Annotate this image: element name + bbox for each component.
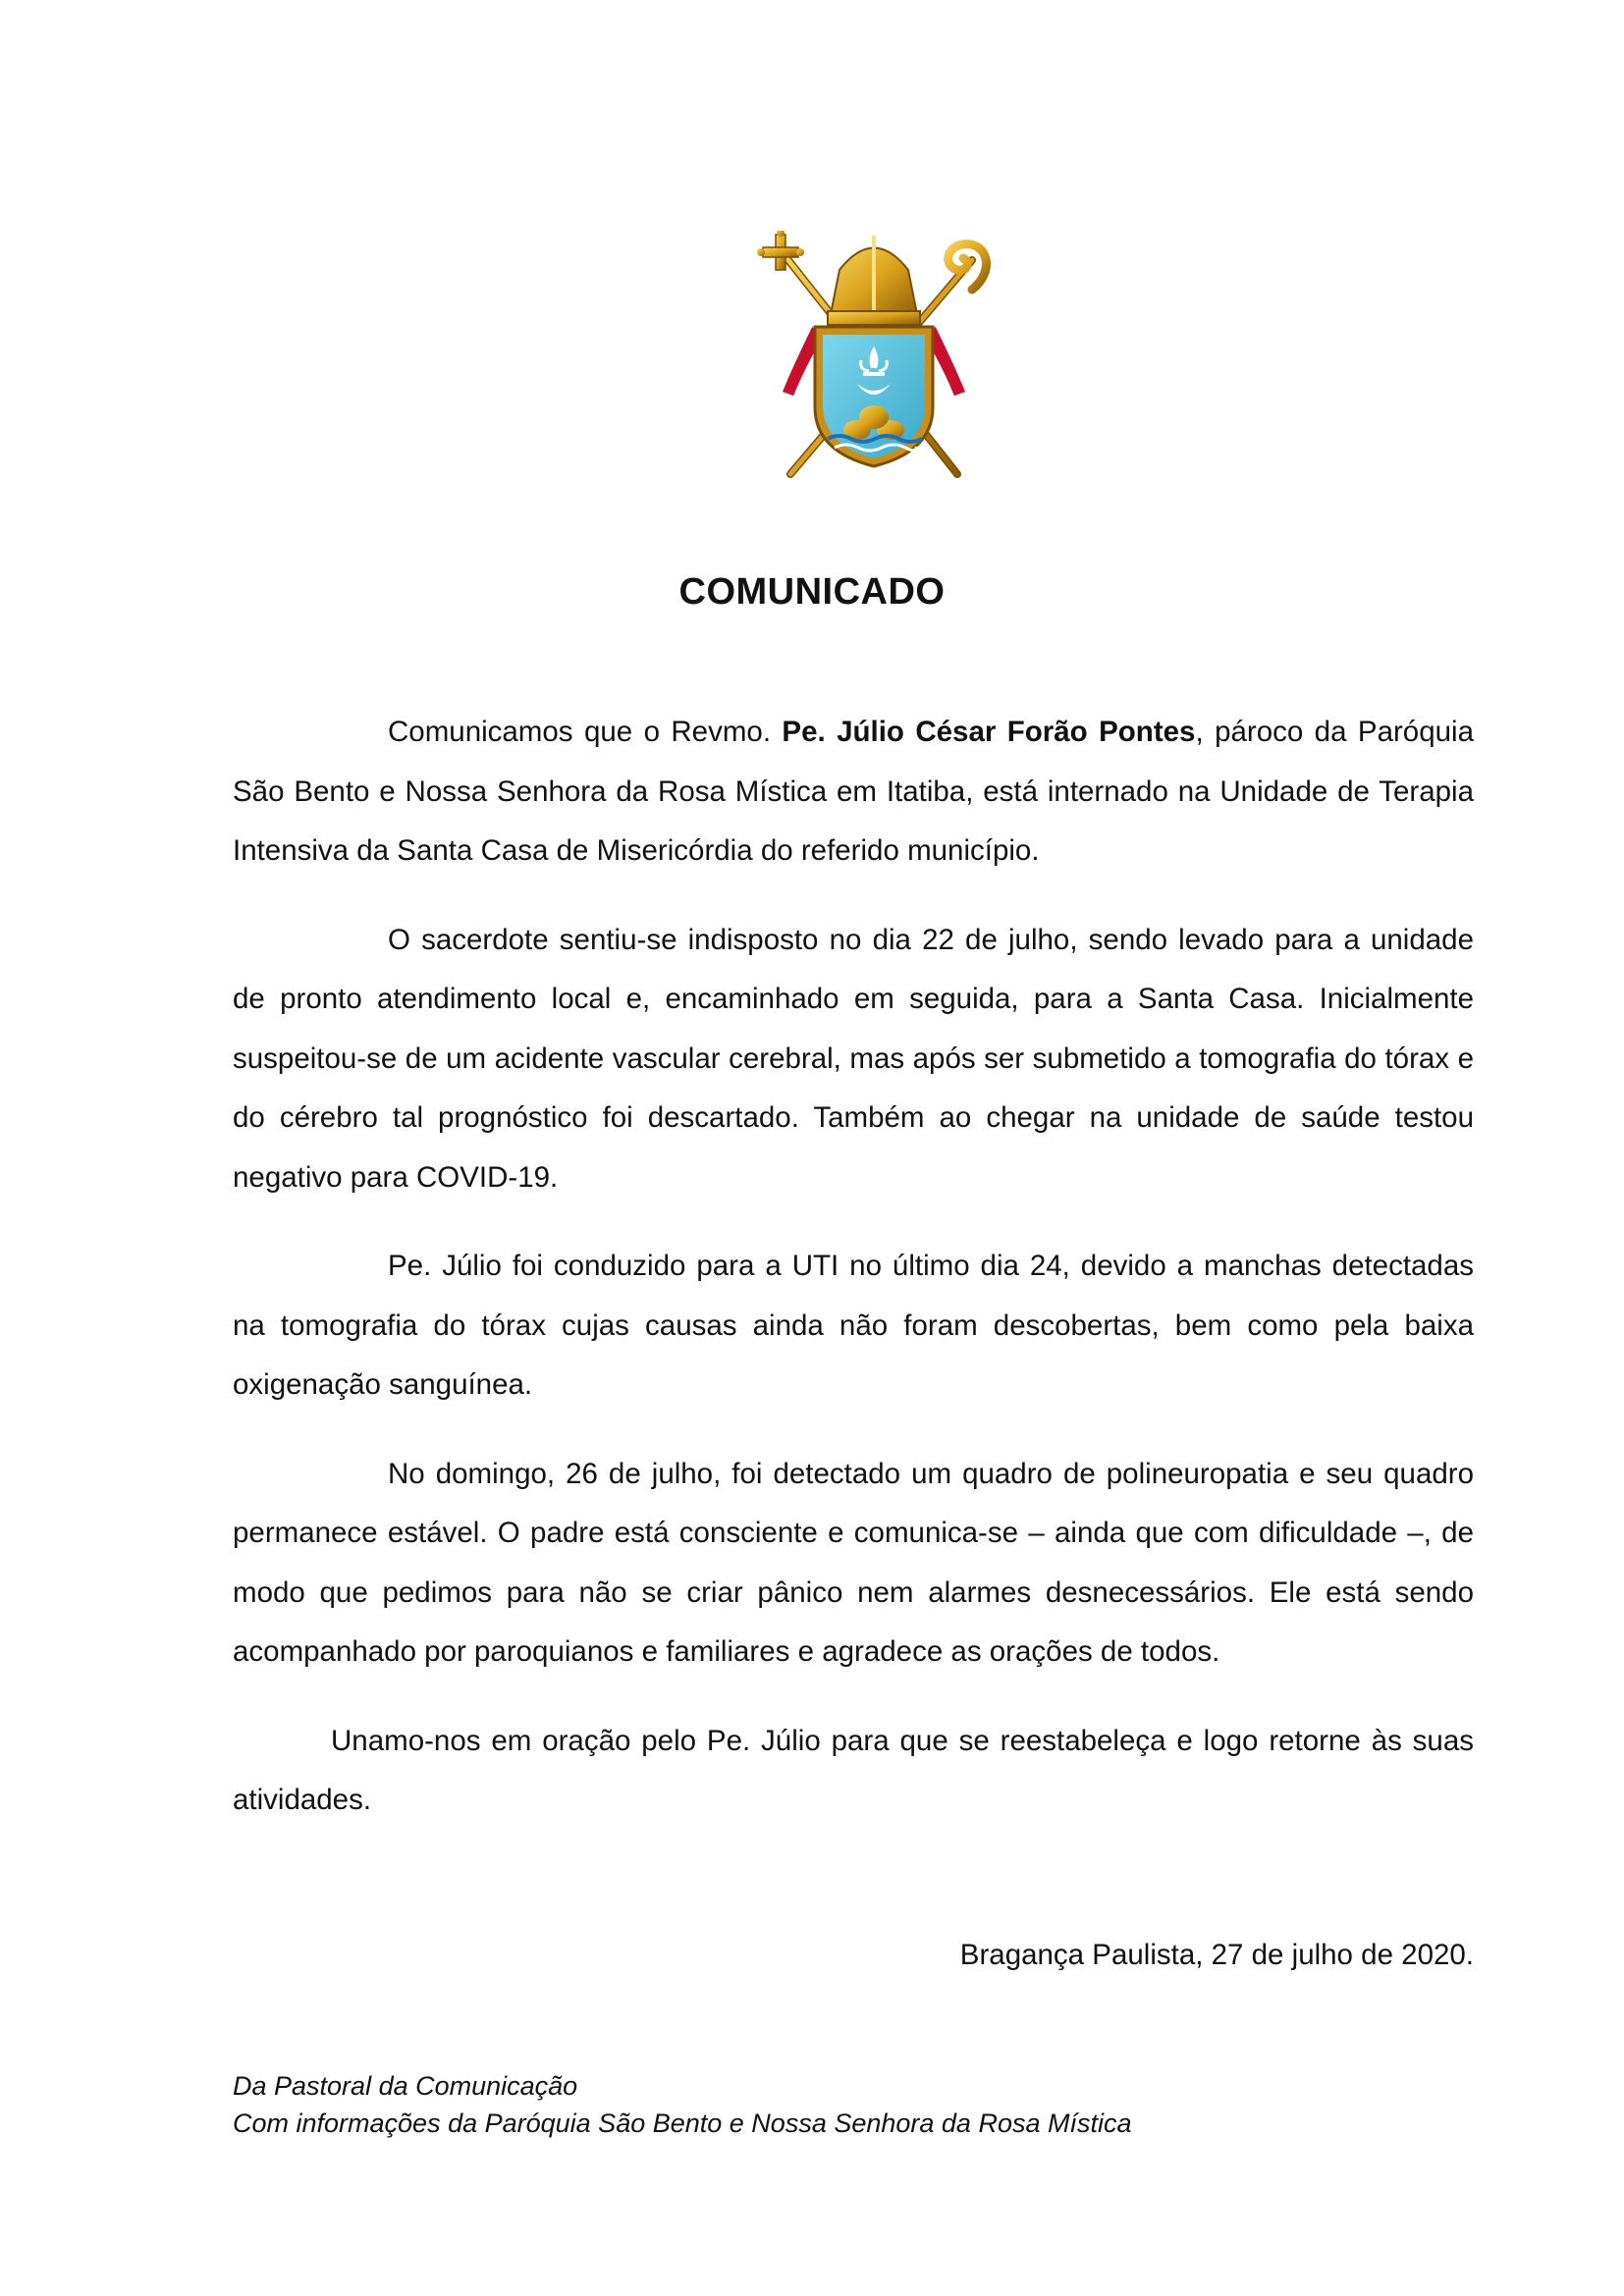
- paragraph-1-rest: , pároco da Paróquia São Bento e Nossa Senhora da Rosa Mística em Itatiba, está internado na Unidade de Terapia Intensiva da Santa Casa de Misericórdia do referido município.: [233, 716, 1474, 867]
- paragraph-2: O sacerdote sentiu-se indisposto no dia 22 de julho, sendo levado para a unidade de pronto atendimento local e, encaminhado em seguida, para a Santa Casa. Inicialmente suspeitou-se de um acidente vascular cerebral, mas após ser submetido a tomografia do tórax e do cérebro tal prognóstico foi descartado. Também ao chegar na unidade de saúde testou negativo para COVID-19.: [233, 923, 1474, 1194]
- footer-line-2: Com informações da Paróquia São Bento e Nossa Senhora da Rosa Mística: [233, 2109, 1132, 2138]
- document-body: [233, 703, 1474, 1860]
- paragraph-1: [233, 703, 1474, 881]
- coat-of-arms-icon: [751, 231, 997, 481]
- date-line: Bragança Paulista, 27 de julho de 2020.: [959, 1939, 1474, 1971]
- paragraph-4: No domingo, 26 de julho, foi detectado um quadro de polineuropatia e seu quadro permanece estável. O padre está consciente e comunica-se – ainda que com dificuldade –, de modo que pedimos para não se criar pânico nem alarmes desnecessários. Ele está sendo acompanhado por paroquianos e familiares e agradece as orações de todos.: [233, 1457, 1474, 1668]
- footer-line-1: Da Pastoral da Comunicação: [233, 2071, 578, 2101]
- footer: [233, 2067, 1132, 2142]
- paragraph-5: Unamo-nos em oração pelo Pe. Júlio para que se reestabeleça e logo retorne às suas atividades.: [233, 1724, 1474, 1816]
- priest-name: Pe. Júlio César Forão Pontes: [782, 716, 1196, 748]
- document-title: COMUNICADO: [678, 571, 946, 613]
- paragraph-1-start: Comunicamos que o Revmo.: [388, 716, 783, 748]
- paragraph-3: Pe. Júlio foi conduzido para a UTI no último dia 24, devido a manchas detectadas na tomografia do tórax cujas causas ainda não foram descobertas, bem como pela baixa oxigenação sanguínea.: [233, 1250, 1474, 1401]
